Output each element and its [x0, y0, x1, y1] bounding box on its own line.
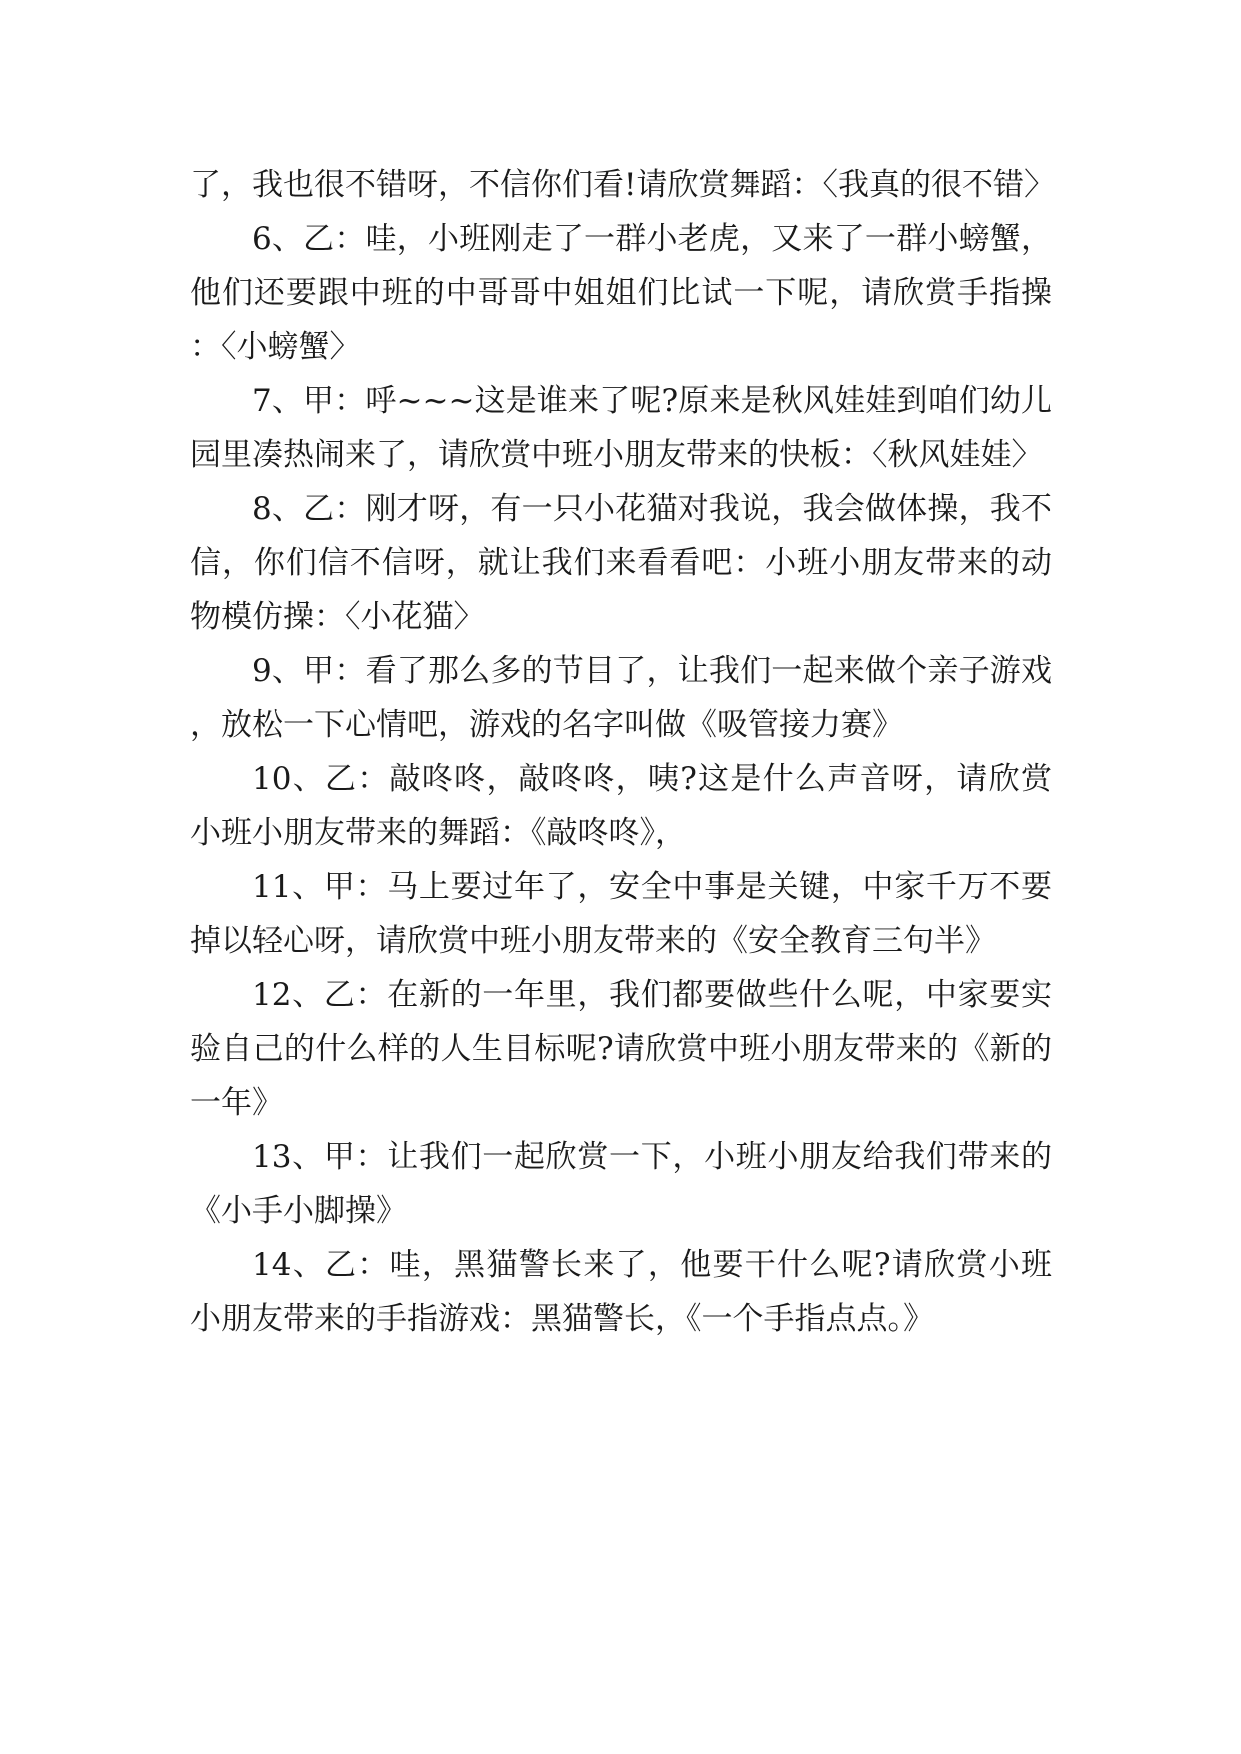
paragraph-continuation: 了，我也很不错呀，不信你们看!请欣赏舞蹈：〈我真的很不错〉 — [190, 167, 1055, 203]
paragraph-item-9: 9、甲：看了那么多的节目了，让我们一起来做个亲子游戏，放松一下心情吧，游戏的名字叫做《吸管接力赛》 — [190, 653, 1052, 743]
paragraph-item-14: 14、乙：哇，黑猫警长来了，他要干什么呢?请欣赏小班小朋友带来的手指游戏：黑猫警长，《一个手指点点。》 — [190, 1247, 1052, 1337]
paragraph-item-12: 12、乙：在新的一年里，我们都要做些什么呢，中家要实验自己的什么样的人生目标呢?请欣赏中班小朋友带来的《新的一年》 — [190, 977, 1052, 1121]
paragraph-item-11: 11、甲：马上要过年了，安全中事是关键，中家千万不要掉以轻心呀，请欣赏中班小朋友带来的《安全教育三句半》 — [190, 869, 1052, 959]
paragraph-item-7: 7、甲：呼~~~这是谁来了呢?原来是秋风娃娃到咱们幼儿园里凑热闹来了，请欣赏中班小朋友带来的快板：〈秋风娃娃〉 — [190, 383, 1052, 473]
paragraph-item-8: 8、乙：刚才呀，有一只小花猫对我说，我会做体操，我不信，你们信不信呀，就让我们来看看吧：小班小朋友带来的动物模仿操：〈小花猫〉 — [190, 491, 1052, 635]
document-body — [190, 158, 1055, 1346]
paragraph-item-6: 6、乙：哇，小班刚走了一群小老虎，又来了一群小螃蟹，他们还要跟中班的中哥哥中姐姐们比试一下呢，请欣赏手指操：〈小螃蟹〉 — [190, 221, 1052, 365]
paragraph-item-10: 10、乙：敲咚咚，敲咚咚，咦?这是什么声音呀，请欣赏小班小朋友带来的舞蹈：《敲咚咚》， — [190, 761, 1052, 851]
paragraph-item-13: 13、甲：让我们一起欣赏一下，小班小朋友给我们带来的《小手小脚操》 — [190, 1139, 1052, 1229]
